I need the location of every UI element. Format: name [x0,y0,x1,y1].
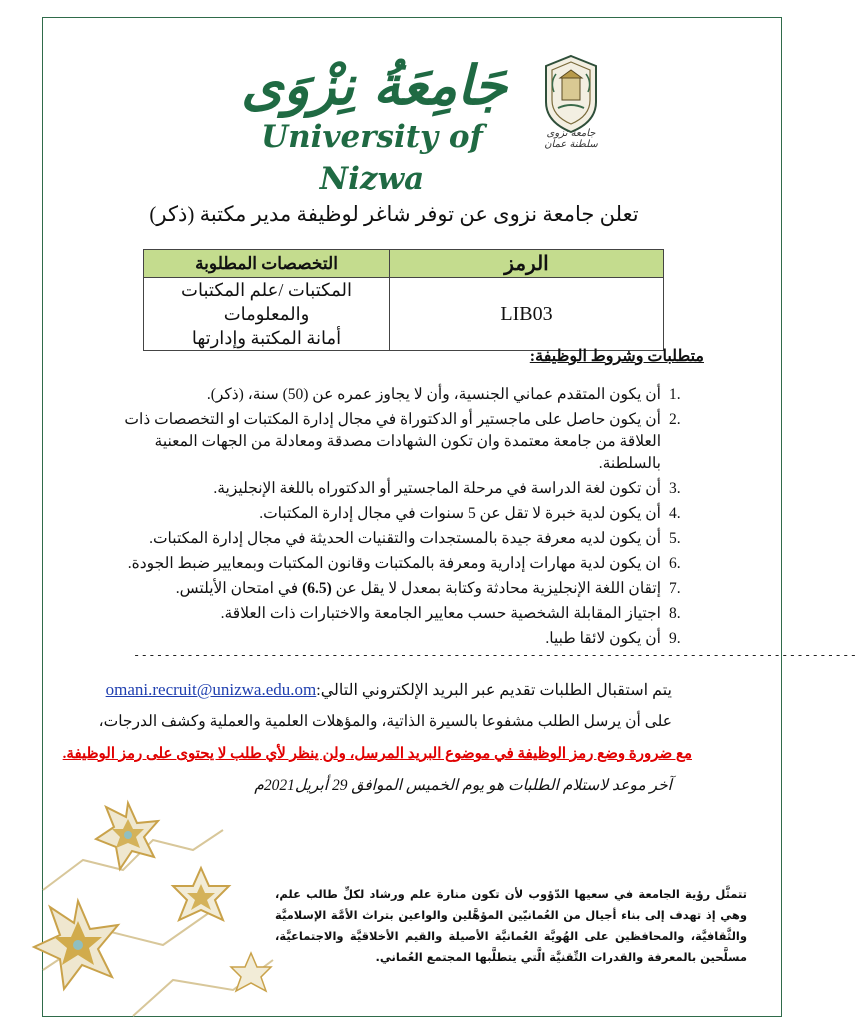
requirements-list [105,384,699,653]
attachments-instruction: على أن يرسل الطلب مشفوعا بالسيرة الذاتية، والمؤهلات العلمية والعملية وكشف الدرجات، [98,713,672,730]
item-number: 7. [669,580,681,597]
specialization-line: المكتبات /علم المكتبات والمعلومات [181,280,352,324]
university-english-logo: University of Nizwa [261,119,483,197]
item-number: 3. [669,480,681,497]
specializations-cell [144,278,390,351]
item-text: إتقان اللغة الإنجليزية محادثة وكتابة بمعدل لا يقل عن [331,580,661,597]
job-code-cell: LIB03 [390,278,664,351]
list-item [105,478,699,500]
item-text: ان يكون لدية مهارات إدارية ومعرفة بالمكتبات وقانون المكتبات وبمعايير ضبط الجودة. [127,555,661,572]
requirements-title: متطلبات وشروط الوظيفة: [529,348,704,365]
item-text: أن يكون لائقا طبيا. [545,630,661,647]
item-number: 8. [669,605,681,622]
table-header-row [144,250,664,278]
specialization-line: أمانة المكتبة وإدارتها [191,328,342,348]
job-code-warning: مع ضرورة وضع رمز الوظيفة في موضوع البريد المرسل، ولن ينظر لأي طلب لا يحتوى على رمز الوظيفة. [62,746,692,762]
table-row [144,278,664,351]
email-instruction [106,680,672,704]
ielts-score: (6.5) [302,580,332,597]
list-item [105,603,699,625]
islamic-star-ornament-icon [43,770,313,1016]
application-deadline: آخر موعد لاستلام الطلبات هو يوم الخميس الموافق 29 أبريل2021م [254,777,672,794]
item-text: أن تكون لغة الدراسة في مرحلة الماجستير أو الدكتوراه باللغة الإنجليزية. [213,480,661,497]
item-text: أن يكون لديه معرفة جيدة بالمستجدات والتقنيات الحديثة في مجال إدارة المكتبات. [149,530,661,547]
list-item [105,628,699,650]
recruitment-email-link[interactable]: omani.recruit@unizwa.edu.om [105,680,317,699]
emblem-caption: جامعة نزوى سلطنة عمان [544,128,598,150]
announcement-heading: تعلن جامعة نزوى عن توفر شاغر لوظيفة مدير مكتبة (ذكر) [149,202,639,226]
item-number: 2. [669,411,681,428]
item-number: 5. [669,530,681,547]
list-item [105,409,699,475]
dashed-divider: ----------------------------------------------------------------------------------------------- [133,648,857,662]
item-number: 6. [669,555,681,572]
list-item [105,384,699,406]
item-text: أن يكون حاصل على ماجستير أو الدكتوراة في مجال إدارة المكتبات او التخصصات ذات العلاقة من جامعة معتمدة وان تكون الشهادات مصدقة ومعادلة من الجهات المعنية بالسلطنة. [124,411,661,472]
email-intro-text: يتم استقبال الطلبات تقديم عبر البريد الإلكتروني التالي: [316,682,672,699]
specializations-header: التخصصات المطلوبة [144,250,390,278]
item-number: 9. [669,630,681,647]
item-text: أن يكون المتقدم عماني الجنسية، وأن لا يجاوز عمره عن (50) سنة، (ذكر). [206,386,661,403]
list-item [105,528,699,550]
university-vision-statement: تتمثَّل رؤية الجامعة في سعيها الدّؤوب لأن تكون منارة علم ورشاد لكلِّ طالب علم، وهي إذ تهدف إلى بناء أجيال من العُمانيّين المؤهَّلين والواعين بتراث الأمَّة الإسلاميَّة والثَّقافيَّة، والمحافظين على الهُويَّة العُمانيَّة الأصيلة والقيم الأخلاقيَّة والاجتماعيَّة، مسلَّحين بالمعرفة والقدرات التِّقنيَّة الَّتي يتطلَّبها المجتمع العُماني. [275,887,747,964]
item-text: في امتحان الأيلتس. [175,580,303,597]
item-text: اجتياز المقابلة الشخصية حسب معايير الجامعة والاختبارات ذات العلاقة. [220,605,661,622]
item-text: أن يكون لدية خبرة لا تقل عن 5 سنوات في مجال إدارة المكتبات. [259,505,661,522]
code-header: الرمز [390,250,664,278]
list-item [105,553,699,575]
list-item [105,503,699,525]
university-arabic-logo: جَامِعَةُ نِزْوَى [241,53,507,117]
item-number: 1. [669,386,681,403]
list-item [105,578,699,600]
item-number: 4. [669,505,681,522]
job-code-table [143,249,664,351]
